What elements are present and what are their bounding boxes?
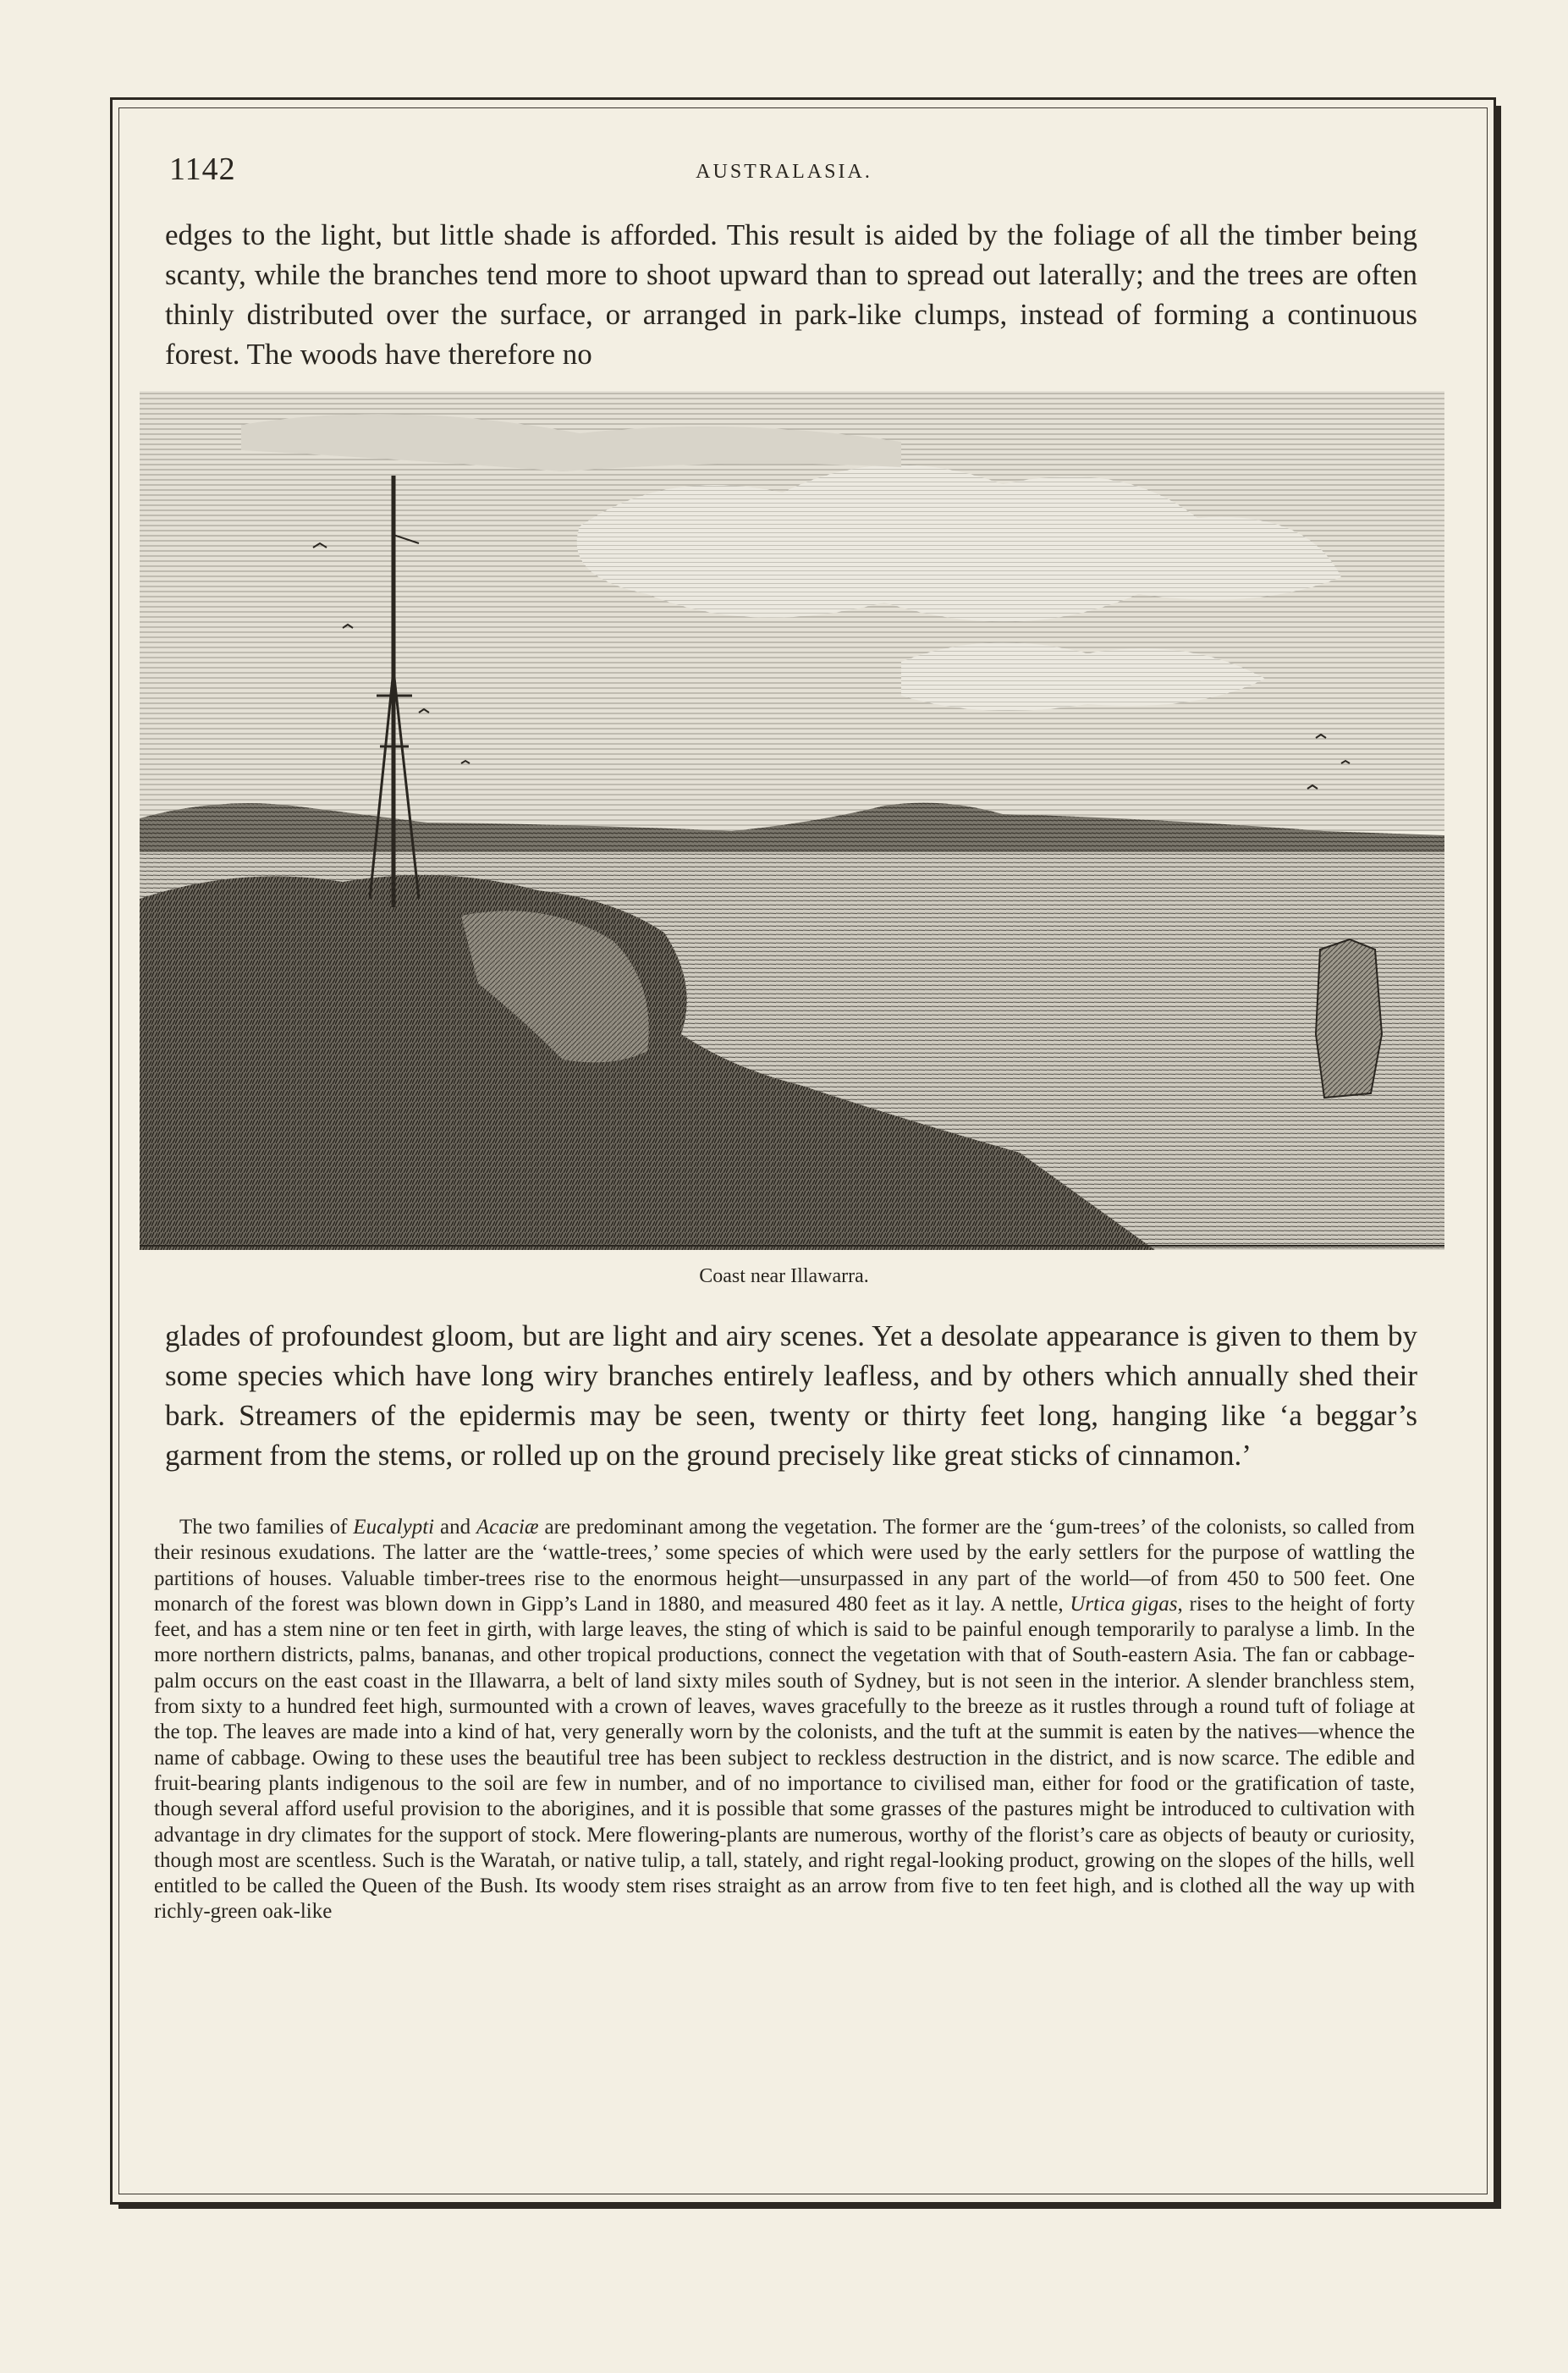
page-number: 1142: [169, 151, 236, 187]
italic-eucalypti: Eucalypti: [353, 1516, 435, 1539]
running-head: AUSTRALASIA.: [696, 161, 872, 183]
small-text-part-1: The two families of: [179, 1516, 354, 1539]
coast-illustration: [140, 391, 1444, 1250]
page-border-shadow-bottom: [118, 2205, 1501, 2209]
small-text-part-3: are predominant among the vegetation. The former are the ‘gum-trees’ of the colonists, so called from their resinous exudations. The latter are the ‘wattle-trees,’ some species of which were used by the early settlers for the purpose of wattling the partitions of houses. Valuable timber-trees rise to the enormous height—unsurpassed in any part of the world—of from 450 to 500 feet. One monarch of the forest was blown down in Gipp’s Land in 1880, and measured 480 feet as it lay. A nettle,: [154, 1516, 1415, 1616]
italic-urtica-gigas: Urtica gigas: [1070, 1592, 1178, 1616]
small-print-paragraph: [154, 1515, 1415, 1925]
body-paragraph-mid: glades of profoundest gloom, but are light and airy scenes. Yet a desolate appearance is given to them by some species which have long wiry branches entirely leafless, and by others which annually shed their bark. Streamers of the epidermis may be seen, twenty or thirty feet long, hanging like ‘a beggar’s garment from the stems, or rolled up on the ground precisely like great sticks of cinnamon.’: [165, 1319, 1417, 1472]
italic-acaciae: Acaciæ: [476, 1516, 539, 1539]
page-border-shadow-right: [1496, 106, 1501, 2208]
small-text-part-4: , rises to the height of forty feet, and has a stem nine or ten feet in girth, with large leaves, the sting of which is said to be painful enough temporarily to paralyse a limb. In the more northern districts, palms, bananas, and other tropical productions, connect the vegetation with that of South-eastern Asia. The fan or cabbage-palm occurs on the east coast in the Illawarra, a belt of land sixty miles south of Sydney, but is not seen in the interior. A slender branchless stem, from sixty to a hundred feet high, surmounted with a crown of leaves, waves gracefully to the breeze as it rustles through a round tuft of foliage at the top. The leaves are made into a kind of hat, very generally worn by the colonists, and the tuft at the summit is eaten by the natives—whence the name of cabbage. Owing to these uses the beautiful tree has been subject to reckless destruction in the district, and is now scarce. The edible and fruit-bearing plants indigenous to the soil are few in number, and of no importance to civilised man, either for food or the gratification of taste, though several afford useful provision to the aborigines, and it is possible that some grasses of the pastures might be introduced to cultivation with advantage in dry climates for the support of stock. Mere flowering-plants are numerous, worthy of the florist’s care as objects of beauty or curiosity, though most are scentless. Such is the Waratah, or native tulip, a tall, stately, and right regal-looking product, growing on the slopes of the hills, well entitled to be called the Queen of the Bush. Its woody stem rises straight as an arrow from five to ten feet high, and is clothed all the way up with richly-green oak-like: [154, 1592, 1415, 1924]
small-text-part-2: and: [434, 1516, 476, 1539]
body-paragraph-top: edges to the light, but little shade is afforded. This result is aided by the foliage of all the timber being scanty, while the branches tend more to shoot upward than to spread out laterally; and the trees are often thinly distributed over the surface, or arranged in park-like clumps, instead of forming a continuous forest. The woods have therefore no: [165, 218, 1417, 371]
figure-caption: Coast near Illawarra.: [699, 1265, 869, 1287]
